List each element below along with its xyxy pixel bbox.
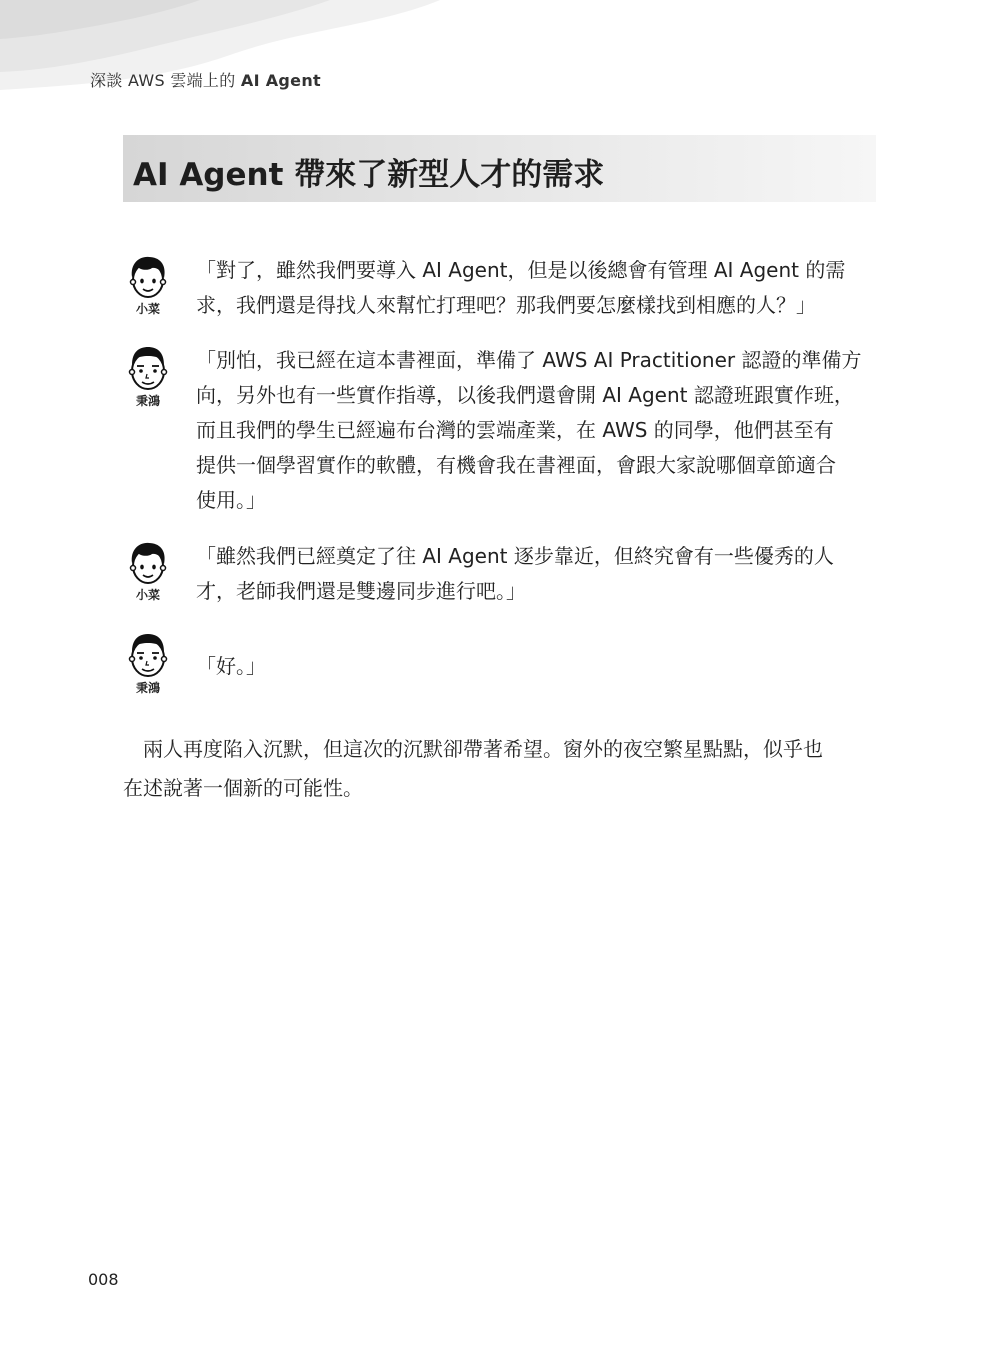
running-header [90, 68, 321, 91]
speaker-avatar [123, 253, 173, 317]
speech-line: 「別怕，我已經在這本書裡面，準備了 AWS AI Practitioner 認證的準備方 [196, 348, 862, 372]
narration-line: 在述說著一個新的可能性。 [123, 776, 363, 800]
narration-line: 兩人再度陷入沉默，但這次的沉默卻帶著希望。窗外的夜空繁星點點，似乎也 [123, 737, 823, 761]
teacher-avatar-icon [126, 630, 170, 680]
teacher-avatar-icon [126, 343, 170, 393]
narration-paragraph [123, 730, 883, 808]
speech-line: 才，老師我們還是雙邊同步進行吧。」 [196, 579, 526, 603]
speaker-name: 小菜 [135, 302, 160, 316]
speech-line: 「好。」 [196, 654, 266, 678]
student-avatar-icon [126, 253, 170, 301]
speaker-avatar [123, 539, 173, 603]
speech-line: 求，我們還是得找人來幫忙打理吧？那我們要怎麼樣找到相應的人？」 [196, 293, 816, 317]
speech-line: 使用。」 [196, 488, 266, 512]
speaker-name: 小菜 [135, 588, 160, 602]
section-heading-bar [123, 135, 876, 202]
speaker-avatar [123, 343, 173, 409]
page-number: 008 [88, 1270, 119, 1289]
speech-text [196, 343, 881, 518]
speaker-name: 秉鴻 [135, 681, 160, 695]
speech-line: 「雖然我們已經奠定了往 AI Agent 逐步靠近，但終究會有一些優秀的人 [196, 544, 834, 568]
speech-line: 而且我們的學生已經遍布台灣的雲端產業，在 AWS 的同學，他們甚至有 [196, 418, 834, 442]
speech-line: 向，另外也有一些實作指導，以後我們還會開 AI Agent 認證班跟實作班， [196, 383, 854, 407]
speech-text [196, 253, 881, 323]
speech-text [196, 649, 881, 684]
speaker-name: 秉鴻 [135, 394, 160, 408]
book-title-prefix: 深談 AWS 雲端上的 [90, 71, 236, 90]
speaker-avatar [123, 630, 173, 696]
speech-line: 「對了，雖然我們要導入 AI Agent，但是以後總會有管理 AI Agent 的需 [196, 258, 846, 282]
book-title-bold: AI Agent [240, 71, 321, 90]
student-avatar-icon [126, 539, 170, 587]
speech-text [196, 539, 881, 609]
section-title: AI Agent 帶來了新型人才的需求 [133, 157, 605, 193]
speech-line: 提供一個學習實作的軟體，有機會我在書裡面，會跟大家說哪個章節適合 [196, 453, 836, 477]
